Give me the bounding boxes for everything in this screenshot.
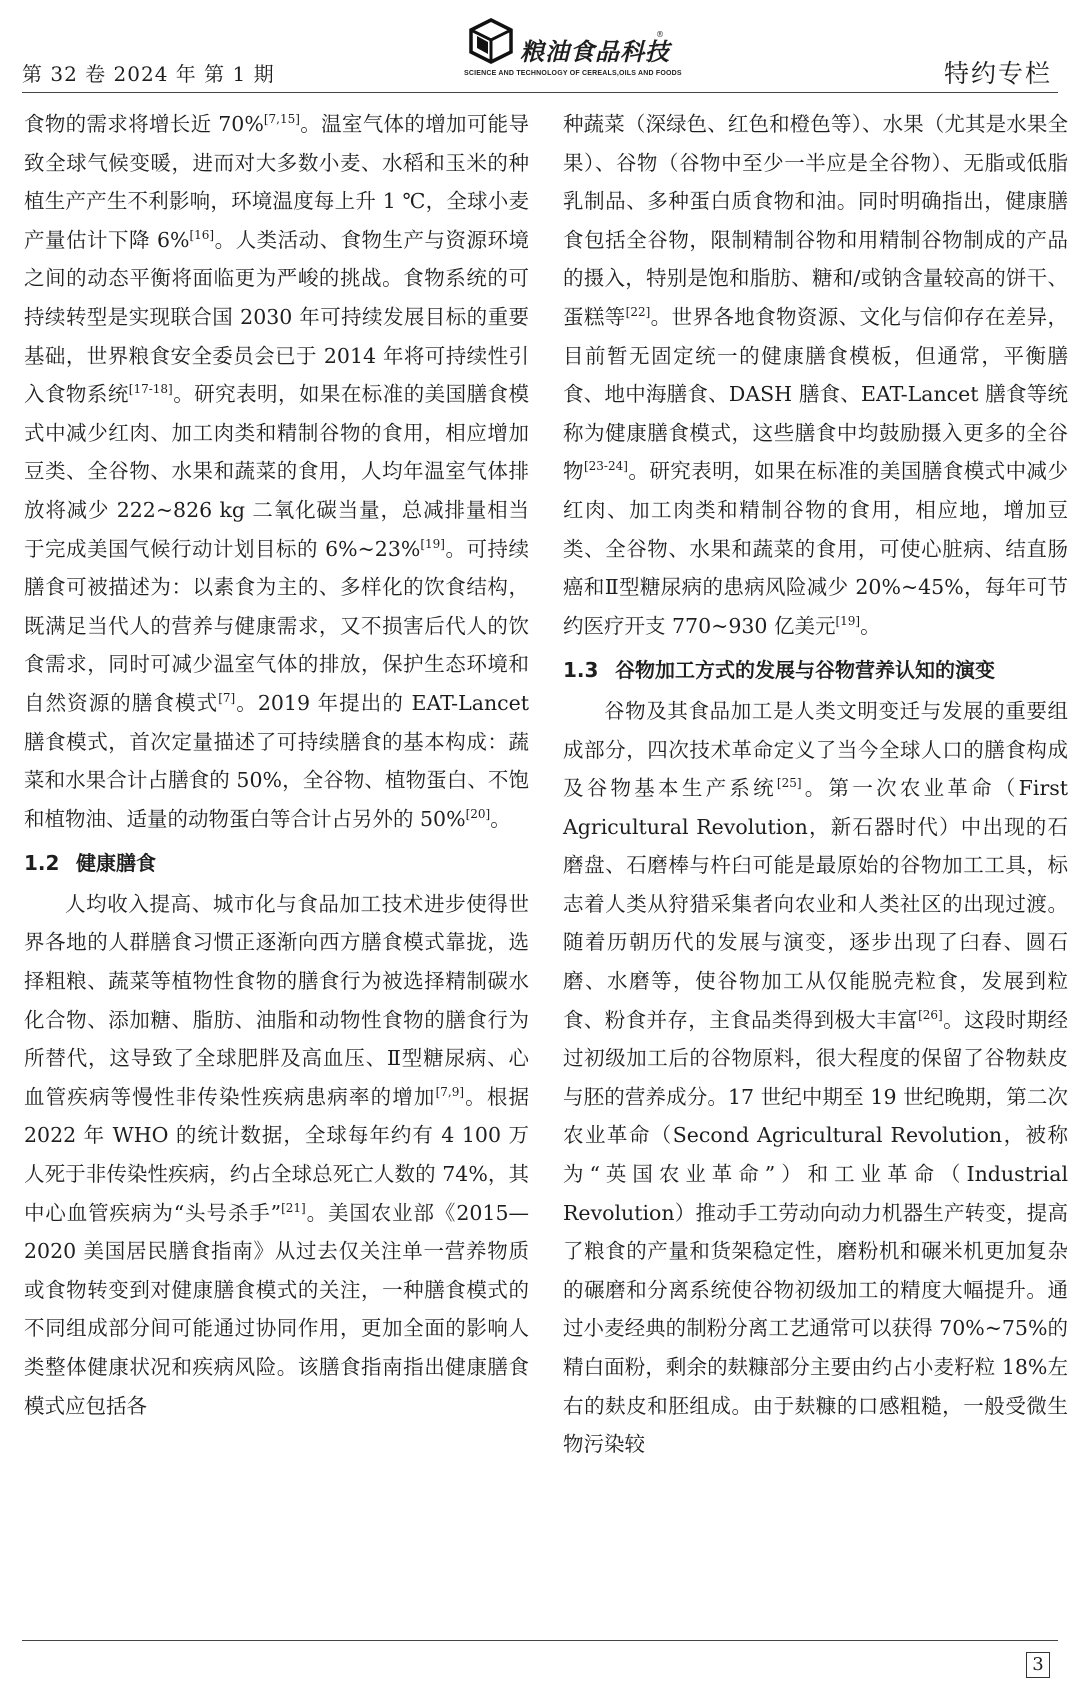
- cube-logo-icon: [468, 18, 514, 64]
- section-number: 1.2: [24, 851, 60, 876]
- text: 食物的需求将增长近 70%: [24, 112, 264, 136]
- text: 。世界各地食物资源、文化与信仰存在差异，目前暂无固定统一的健康膳食模板，但通常，平衡膳食、地中海膳食、DASH 膳食、EAT-Lancet 膳食等统称为健康膳食模式，这些膳食中均鼓励摄入更多的全谷物: [563, 304, 1068, 484]
- text: 。可持续膳食可被描述为：以素食为主的、多样化的饮食结构，既满足当代人的营养与健康需求，又不损害后代人的饮食需求，同时可减少温室气体的排放，保护生态环境和自然资源的膳食模式: [24, 536, 530, 715]
- paragraph-sustainable-diet: [24, 105, 529, 838]
- header-divider: [22, 92, 1058, 93]
- text: 。研究表明，如果在标准的美国膳食模式中减少红肉、加工肉类和精制谷物的食用，相应地，增加豆类、全谷物、水果和蔬菜的食用，可使心脏病、结直肠癌和Ⅱ型糖尿病的患病风险减少 20%~45%，每年可节约医疗开支 770~930 亿美元: [563, 459, 1069, 638]
- text: 。第一次农业革命（First Agricultural Revolution，新石器时代）中出现的石磨盘、石磨棒与杵臼可能是最原始的谷物加工工具，标志着人类从狩猎采集者向农业和人类社区的出现过渡。随着历朝历代的发展与演变，逐步出现了臼舂、圆石磨、水磨等，使谷物加工从仅能脱壳粒食，发展到粒食、粉食并存，主食品类得到极大丰富: [563, 776, 1069, 1032]
- journal-logo: [464, 14, 682, 84]
- text: 。人类活动、食物生产与资源环境之间的动态平衡将面临更为严峻的挑战。食物系统的可持续转型是实现联合国 2030 年可持续发展目标的重要基础，世界粮食安全委员会已于 2014 年将可持续性引入食物系统: [24, 227, 529, 407]
- section-heading-1-3: [563, 651, 1068, 690]
- citation: [22]: [625, 304, 651, 319]
- section-number: 1.3: [563, 658, 599, 683]
- citation: [19]: [835, 613, 861, 628]
- text: 。美国农业部《2015—2020 美国居民膳食指南》从过去仅关注单一营养物质或食物转变到对健康膳食模式的关注，一种膳食模式的不同组成部分间可能通过协同作用，更加全面的影响人类整体健康状况和疾病风险。该膳食指南指出健康膳食模式应包括各: [24, 1200, 529, 1418]
- text: 。根据 2022 年 WHO 的统计数据，全球每年约有 4 100 万人死于非传染性疾病，约占全球总死亡人数的 74%，其中心血管疾病为“头号杀手”: [24, 1084, 529, 1225]
- text: 。这段时期经过初级加工后的谷物原料，很大程度的保留了谷物麸皮与胚的营养成分。17 世纪中期至 19 世纪晚期，第二次农业革命（Second Agricultural Revolution，被称为“英国农业革命”）和工业革命（Industrial Revolution）推动手工劳动向动力机器生产转变，提高了粮食的产量和货架稳定性，磨粉机和碾米机更加复杂的碾磨和分离系统使谷物初级加工的精度大幅提升。通过小麦经典的制粉分离工艺通常可以获得 70%~75%的精白面粉，剩余的麸糠部分主要由约占小麦籽粒 18%左右的麸皮和胚组成。由于麸糠的口感粗糙，一般受微生物污染较: [563, 1007, 1069, 1457]
- section-title: 健康膳食: [76, 851, 156, 876]
- citation: [7,15]: [263, 112, 300, 126]
- text: 。2019 年提出的 EAT-Lancet 膳食模式，首次定量描述了可持续膳食的基本构成：蔬菜和水果合计占膳食的 50%，全谷物、植物蛋白、不饱和植物油、适量的动物蛋白等合计占另外的 50%: [24, 690, 529, 831]
- citation: [20]: [465, 806, 491, 821]
- paragraph-grain-processing: [563, 692, 1068, 1464]
- text: 。研究表明，如果在标准的美国膳食模式中减少红肉、加工肉类和精制谷物的食用，相应增加豆类、全谷物、水果和蔬菜的食用，人均年温室气体排放将减少 222~826 kg 二氧化碳当量，总减排量相当于完成美国气候行动计划目标的 6%~23%: [24, 382, 530, 561]
- right-column: [563, 105, 1068, 1464]
- text: 。: [860, 613, 881, 638]
- logo-chinese-title: 粮油食品科技: [520, 37, 670, 66]
- text: 谷物及其食品加工是人类文明变迁与发展的重要组成部分，四次技术革命定义了当今全球人口的膳食构成及谷物基本生产系统: [563, 698, 1068, 801]
- citation: [7]: [218, 690, 236, 705]
- text: 。温室气体的增加可能导致全球气候变暖，进而对大多数小麦、水稻和玉米的种植生产产生不利影响，环境温度每上升 1 ℃，全球小麦产量估计下降 6%: [24, 112, 529, 252]
- footer-divider: [22, 1640, 1058, 1641]
- citation: [7,9]: [435, 1084, 465, 1099]
- left-column: [24, 105, 529, 1425]
- text: 人均收入提高、城市化与食品加工技术进步使得世界各地的人群膳食习惯正逐渐向西方膳食模式靠拢，选择粗粮、蔬菜等植物性食物的膳食行为被选择精制碳水化合物、添加糖、脂肪、油脂和动物性食物的膳食行为所替代，这导致了全球肥胖及高血压、Ⅱ型糖尿病、心血管疾病等慢性非传染性疾病患病率的增加: [24, 891, 529, 1109]
- registered-mark: ®: [656, 30, 664, 39]
- citation: [21]: [281, 1200, 306, 1215]
- section-title: 谷物加工方式的发展与谷物营养认知的演变: [615, 658, 995, 683]
- citation: [25]: [776, 776, 802, 791]
- paragraph-healthy-diet: [24, 885, 529, 1425]
- citation: [16]: [189, 227, 215, 242]
- citation: [23-24]: [583, 459, 628, 474]
- page-number: 3: [1026, 1652, 1050, 1678]
- column-title: 特约专栏: [943, 59, 1052, 88]
- section-heading-1-2: [24, 844, 529, 883]
- logo-english-title: SCIENCE AND TECHNOLOGY OF CEREALS,OILS AND FOODS: [464, 70, 682, 77]
- text: 。: [490, 806, 511, 831]
- text: 种蔬菜（深绿色、红色和橙色等）、水果（尤其是水果全果）、谷物（谷物中至少一半应是全谷物）、无脂或低脂乳制品、多种蛋白质食物和油。同时明确指出，健康膳食包括全谷物，限制精制谷物和用精制谷物制成的产品的摄入，特别是饱和脂肪、糖和/或钠含量较高的饼干、蛋糕等: [563, 112, 1068, 329]
- page-header: [0, 0, 1080, 104]
- paragraph-healthy-diet-continued: [563, 105, 1068, 645]
- citation: [17-18]: [128, 382, 173, 397]
- citation: [19]: [420, 536, 445, 551]
- citation: [26]: [918, 1007, 943, 1022]
- journal-issue: 第 32 卷 2024 年 第 1 期: [22, 62, 275, 86]
